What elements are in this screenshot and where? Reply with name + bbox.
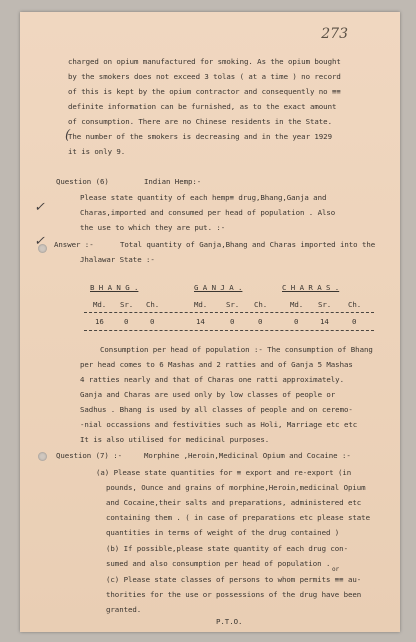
text-line: 4 ratties nearly and that of Charas one ratti approximately.	[80, 375, 344, 384]
table-rule-top	[84, 312, 374, 313]
value-cell: 0	[150, 317, 155, 326]
question-7-line: and Cocaine,their salts and preparations, administered etc	[106, 498, 362, 507]
text-line: It is also utilised for medicinal purposes.	[80, 435, 270, 444]
question-7-line: pounds, Ounce and grains of morphine,Heroin,medicinal Opium	[106, 483, 366, 492]
value-cell: 0	[258, 317, 263, 326]
unit-header: Ch.	[254, 300, 268, 309]
question-7-line: sumed and also consumption per head of population .	[106, 559, 331, 568]
answer-line: Total quantity of Ganja,Bhang and Charas imported into the	[120, 240, 376, 249]
text-line: it is only 9.	[68, 147, 126, 156]
value-cell: 0	[230, 317, 235, 326]
table-rule-bottom	[84, 330, 374, 331]
text-line: of consumption. There are no Chinese residents in the State.	[68, 117, 332, 126]
value-cell: 14	[196, 317, 205, 326]
unit-header: Sr.	[120, 300, 134, 309]
question-7-subject: Morphine ,Heroin,Medicinal Opium and Cocaine :-	[144, 451, 351, 460]
unit-header: Sr.	[226, 300, 240, 309]
text-line: per head comes to 6 Mashas and 2 ratties and of Ganja 5 Mashas	[80, 360, 353, 369]
question-7-heading: Question (7) :-	[56, 451, 122, 460]
unit-header: Ch.	[348, 300, 362, 309]
question-7-line: quantities in terms of weight of the drug contained )	[106, 528, 340, 537]
answer-line: Jhalawar State :-	[80, 255, 155, 264]
text-line: of this is kept by the opium contractor and consequently no ≡≡	[68, 87, 341, 96]
text-line: by the smokers does not exceed 3 tolas ( at a time ) no record	[68, 72, 341, 81]
text-line: definite information can be furnished, as to the exact amount	[68, 102, 337, 111]
drug-name-ganja: G A N J A .	[194, 283, 243, 292]
value-cell: 0	[294, 317, 299, 326]
pto-note: P.T.O.	[216, 617, 243, 626]
text-line: The number of the smokers is decreasing and in the year 1929	[68, 132, 332, 141]
margin-tick-mark-2: ✓	[34, 234, 45, 249]
unit-header: Md.	[194, 300, 208, 309]
value-cell: 0	[124, 317, 129, 326]
question-7-line: (c) Please state classes of persons to whom permits ≡≡ au-	[106, 575, 362, 584]
value-cell: 0	[352, 317, 357, 326]
superscript-or: or	[332, 566, 340, 573]
text-line: Sadhus . Bhang is used by all classes of people and on ceremo-	[80, 405, 353, 414]
text-line: -nial occassions and festivities such as Holi, Marriage etc etc	[80, 420, 358, 429]
drug-name-bhang: B H A N G .	[90, 283, 139, 292]
text-line: Consumption per head of population :- The consumption of Bhang	[100, 345, 373, 354]
punch-hole-bottom	[38, 452, 47, 461]
question-6-line: Please state quantity of each hemp≡ drug,Bhang,Ganja and	[80, 193, 327, 202]
question-7-line: (a) Please state quantities for ≡ export and re-export (in	[96, 468, 352, 477]
question-7-line: thorities for the use or possessions of the drug have been	[106, 590, 362, 599]
margin-tick-mark-1: ✓	[34, 200, 45, 215]
question-7-line: containing them . ( in case of preparations etc please state	[106, 513, 370, 522]
unit-header: Md.	[93, 300, 107, 309]
document-page	[20, 12, 400, 632]
unit-header: Sr.	[318, 300, 332, 309]
value-cell: 14	[320, 317, 329, 326]
question-7-line: (b) If possible,please state quantity of each drug con-	[106, 544, 348, 553]
question-6-line: Charas,imported and consumed per head of population . Also	[80, 208, 336, 217]
question-7-line: granted.	[106, 605, 142, 614]
unit-header: Ch.	[146, 300, 160, 309]
drug-name-charas: C H A R A S .	[282, 283, 340, 292]
text-line: Ganja and Charas are used only by low classes of people or	[80, 390, 336, 399]
unit-header: Md.	[290, 300, 304, 309]
page-number: 273	[321, 26, 348, 42]
question-6-heading: Question (6)	[56, 177, 109, 186]
question-6-subject: Indian Hemp:-	[144, 177, 202, 186]
answer-label: Answer :-	[54, 240, 94, 249]
text-line: charged on opium manufactured for smoking. As the opium bought	[68, 57, 341, 66]
question-6-line: the use to which they are put. :-	[80, 223, 226, 232]
value-cell: 16	[95, 317, 104, 326]
margin-bracket-mark: (	[65, 128, 71, 143]
